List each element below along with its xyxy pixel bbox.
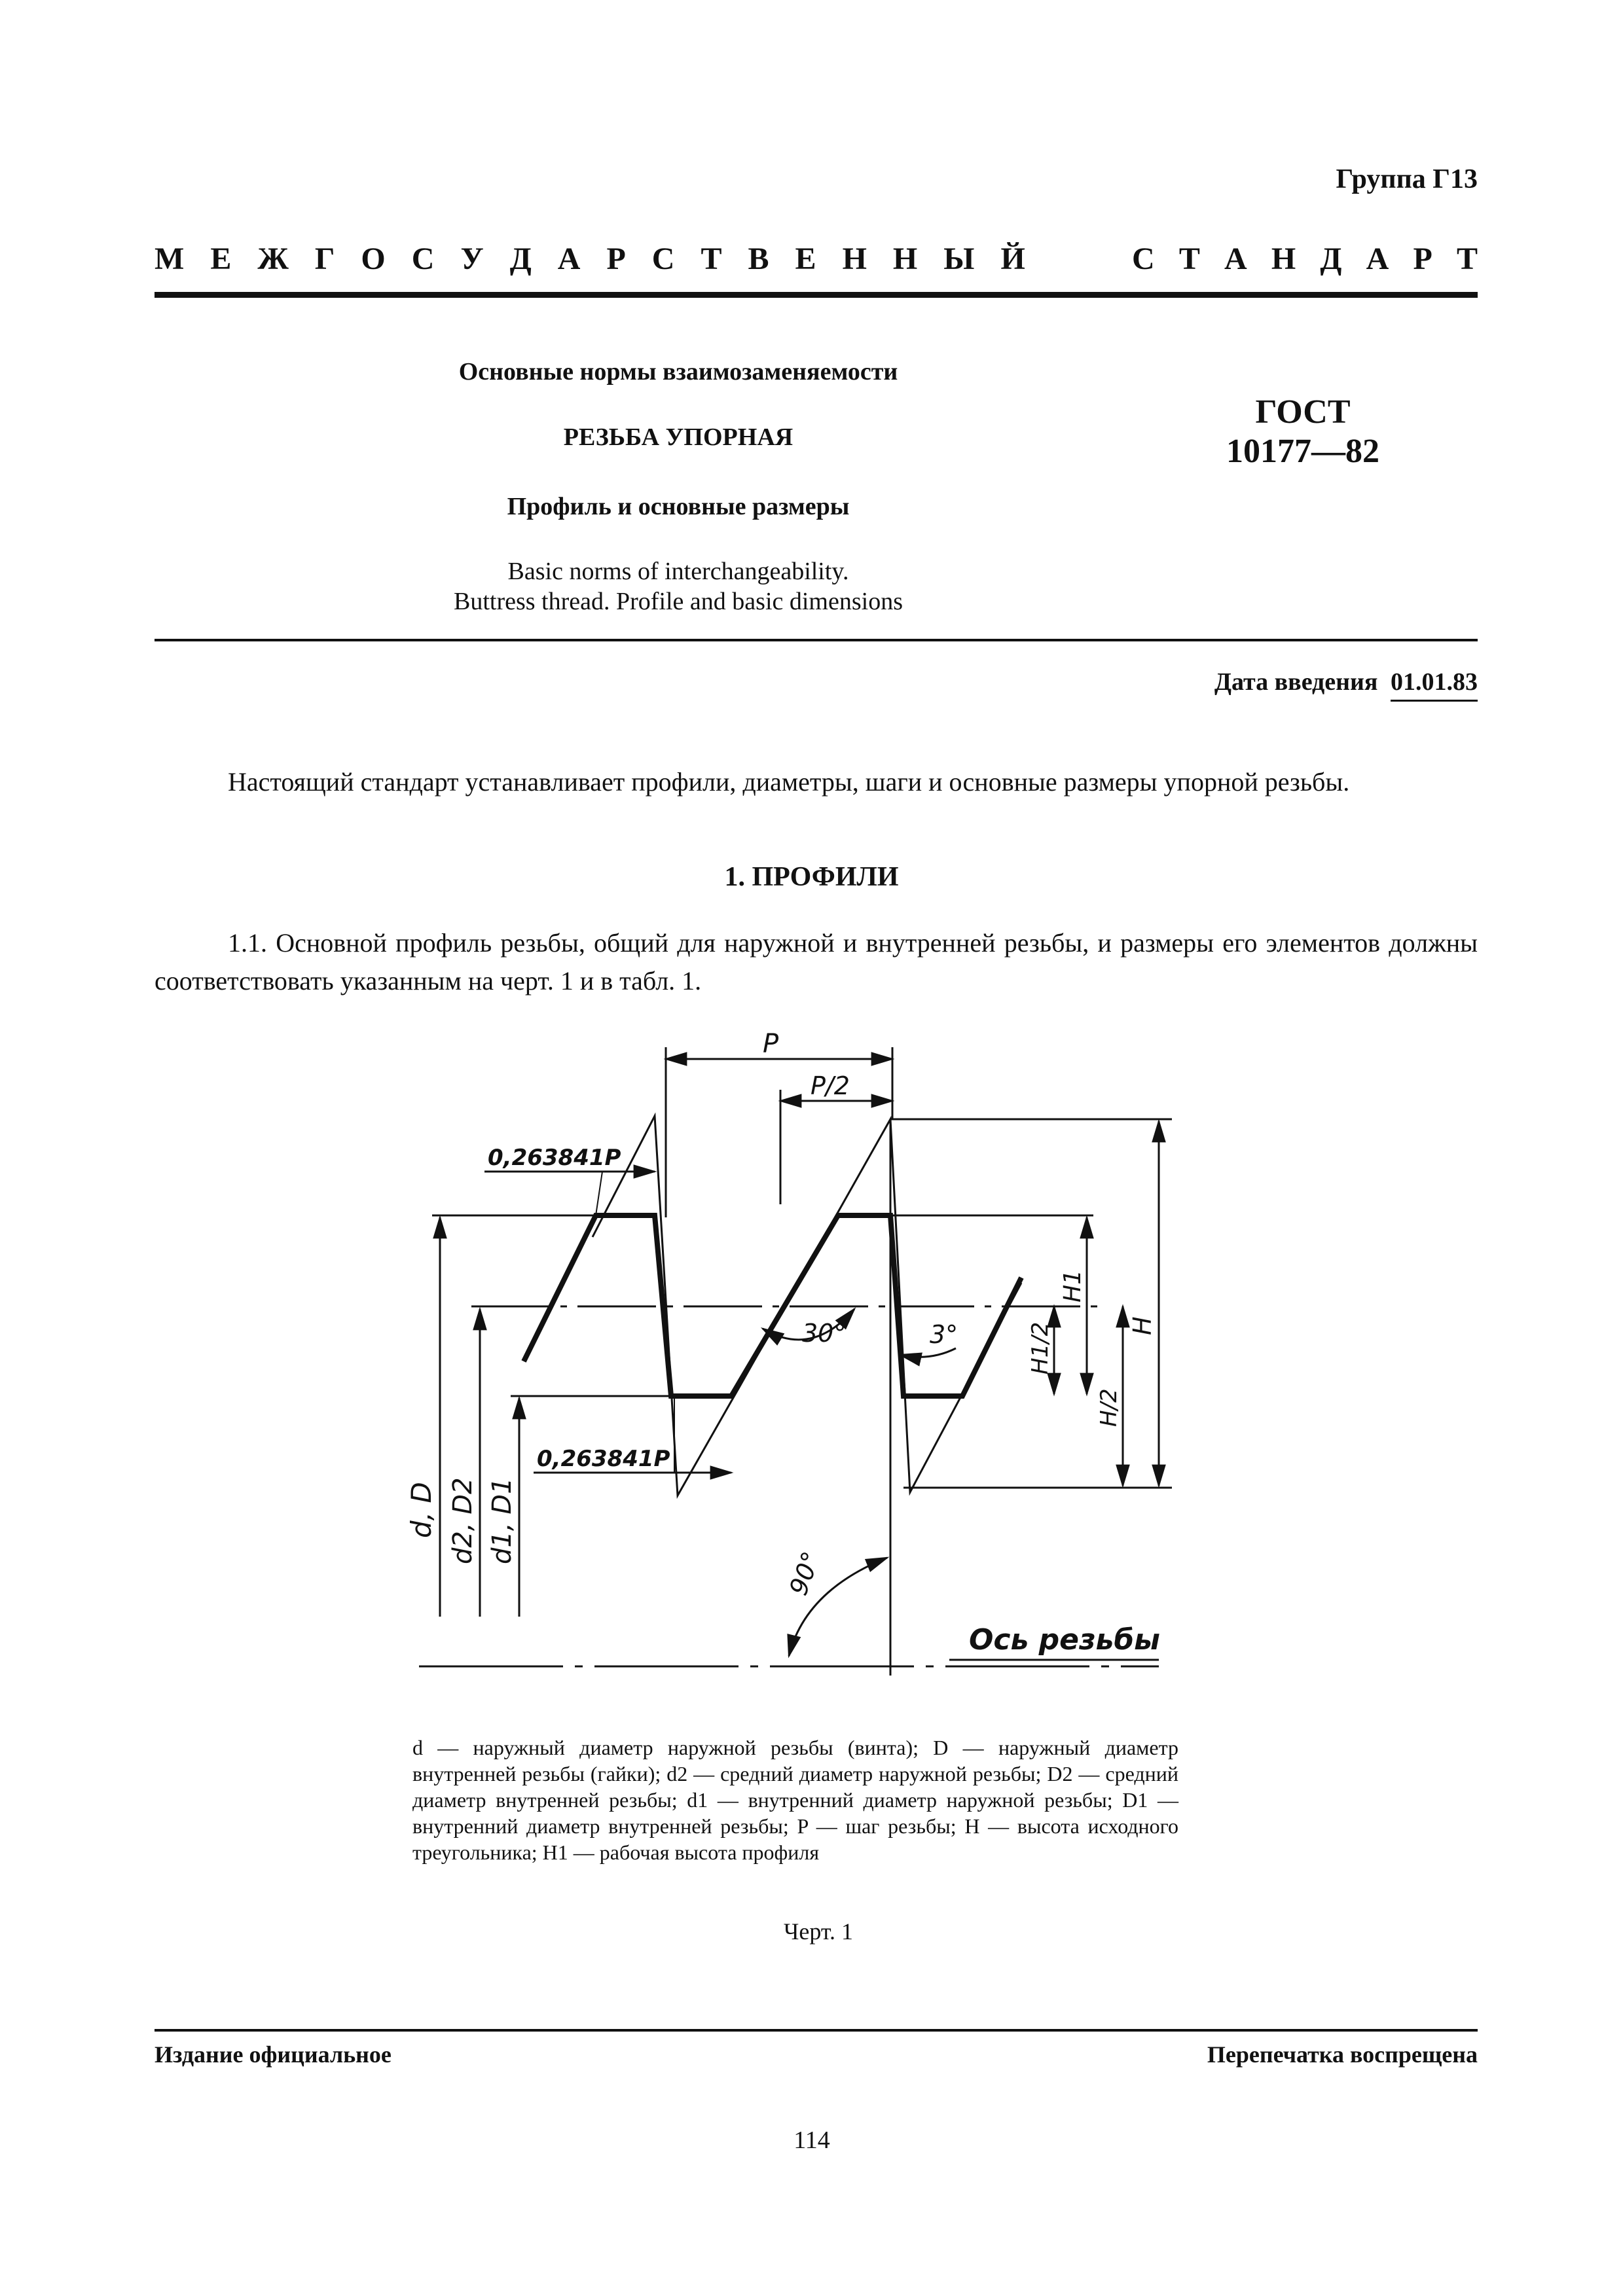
- label-angle-90: 90°: [784, 1547, 826, 1600]
- title-profile: Профиль и основные размеры: [507, 493, 850, 520]
- label-H1: H1: [1059, 1270, 1086, 1302]
- banner-letter: С: [411, 242, 435, 276]
- banner-letter: Е: [210, 242, 232, 276]
- banner-letter: Р: [1413, 242, 1432, 276]
- banner-letter: Е: [795, 242, 816, 276]
- paragraph-1-1: 1.1. Основной профиль резьбы, общий для наружной и внутренней резьбы, и размеры его элементов должны соответствовать указанным на черт. 1 и в табл. 1.: [155, 928, 1478, 996]
- banner-letter: Н: [1271, 242, 1296, 276]
- label-flat-bottom: 0,263841P: [537, 1446, 670, 1472]
- banner-letter: Т: [1456, 242, 1478, 276]
- label-H1-half: H1/2: [1027, 1321, 1053, 1374]
- label-H-half: H/2: [1096, 1388, 1122, 1427]
- banner-letter: А: [1366, 242, 1389, 276]
- label-axis: Ось резьбы: [969, 1623, 1160, 1657]
- title-norms: Основные нормы взаимозаменяемости: [458, 358, 898, 386]
- title-name: РЕЗЬБА УПОРНАЯ: [563, 423, 793, 451]
- banner-letter: С: [1132, 242, 1155, 276]
- banner-letter: Ж: [257, 242, 289, 276]
- banner-letter: В: [748, 242, 769, 276]
- banner-letter: Н: [892, 242, 918, 276]
- label-d-D: d, D: [405, 1482, 437, 1538]
- section-heading: 1. ПРОФИЛИ: [724, 862, 899, 892]
- banner-letter: О: [361, 242, 386, 276]
- banner-letter: Д: [509, 242, 532, 276]
- footer-reprint-prohibited: Перепечатка воспрещена: [1207, 2041, 1478, 2068]
- label-d2-D2: d2, D2: [448, 1477, 478, 1564]
- banner-letter: Д: [1320, 242, 1342, 276]
- banner-letter: Т: [701, 242, 722, 276]
- banner-letter: Г: [314, 242, 335, 276]
- label-d1-D1: d1, D1: [487, 1477, 517, 1564]
- date-label: Дата введения: [1214, 668, 1378, 696]
- title-english-line1: Basic norms of interchangeability.: [507, 558, 849, 585]
- banner-letter: А: [1224, 242, 1247, 276]
- group-code: Группа Г13: [1336, 164, 1478, 194]
- footer-official-edition: Издание официальное: [155, 2041, 392, 2068]
- banner-letter: Й: [1000, 242, 1025, 276]
- banner-letter: А: [557, 242, 581, 276]
- label-P: P: [763, 1029, 779, 1059]
- label-angle-3: 3°: [930, 1320, 958, 1349]
- figure-caption: Черт. 1: [784, 1918, 853, 1945]
- banner-letter: Р: [606, 242, 626, 276]
- banner-letter: С: [651, 242, 675, 276]
- figure-legend: d — наружный диаметр наружной резьбы (винта); D — наружный диаметр внутренней резьбы (гайки); d2 — средний диаметр наружной резьбы; D2 — средний диаметр внутренней резьбы; d1 — внутренний диаметр наружной резьбы; D1 — внутренний диаметр внутренней резьбы; P — шаг резьбы; H — высота исходного треугольника; H1 — рабочая высота профиля: [412, 1736, 1178, 1864]
- page-number: 114: [793, 2126, 830, 2154]
- label-flat-top: 0,263841P: [488, 1145, 621, 1171]
- footer-rule: [155, 2029, 1478, 2032]
- banner-letter: Н: [842, 242, 867, 276]
- gost-number: 10177—82: [1226, 433, 1379, 470]
- label-H: H: [1128, 1316, 1157, 1335]
- label-P-half: P/2: [811, 1071, 850, 1100]
- banner-letter: Т: [1178, 242, 1200, 276]
- gost-label: ГОСТ: [1255, 393, 1351, 431]
- date-value: 01.01.83: [1391, 668, 1478, 702]
- angle-3: [900, 1348, 956, 1357]
- banner-letter: У: [460, 242, 484, 276]
- intro-paragraph: Настоящий стандарт устанавливает профили, диаметры, шаги и основные размеры упорной резьбы.: [228, 767, 1350, 797]
- banner-letter: Ы: [943, 242, 975, 276]
- title-english-line2: Buttress thread. Profile and basic dimensions: [454, 588, 903, 615]
- banner-letter: М: [155, 242, 185, 276]
- label-angle-30: 30°: [802, 1319, 847, 1348]
